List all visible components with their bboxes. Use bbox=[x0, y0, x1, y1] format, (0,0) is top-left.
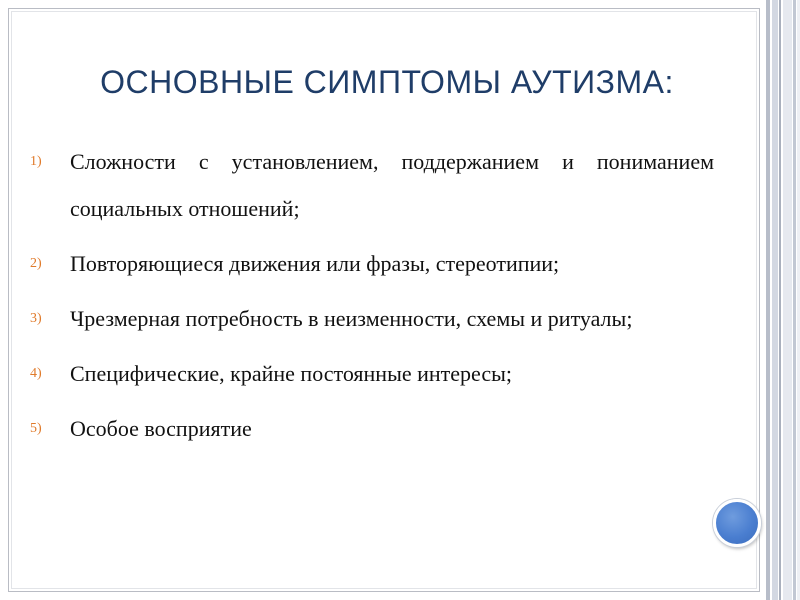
list-item bbox=[24, 350, 714, 397]
decorative-stripe bbox=[783, 0, 792, 600]
decorative-stripe bbox=[766, 0, 770, 600]
slide-title: ОСНОВНЫЕ СИМПТОМЫ АУТИЗМА: bbox=[100, 64, 674, 100]
list-item bbox=[24, 138, 714, 232]
list-number: 1) bbox=[30, 154, 42, 169]
decorative-circle-icon bbox=[713, 499, 761, 547]
decorative-stripe bbox=[793, 0, 796, 600]
list-item bbox=[24, 295, 714, 342]
list-item bbox=[24, 405, 714, 452]
list-number: 5) bbox=[30, 421, 42, 436]
decorative-stripe bbox=[779, 0, 781, 600]
symptom-list bbox=[24, 138, 714, 460]
list-item-text: Сложности с установлением, поддержанием и пониманием социальных отношений; bbox=[70, 149, 714, 221]
list-number: 4) bbox=[30, 366, 42, 381]
list-item-text: Особое восприятие bbox=[70, 416, 252, 441]
list-item-text: Повторяющиеся движения или фразы, стереотипии; bbox=[70, 251, 560, 276]
list-item bbox=[24, 240, 714, 287]
list-item-text: Чрезмерная потребность в неизменности, схемы и ритуалы; bbox=[70, 306, 633, 331]
list-item-text: Специфические, крайне постоянные интересы; bbox=[70, 361, 513, 386]
list-number: 2) bbox=[30, 256, 42, 271]
decorative-stripe bbox=[772, 0, 778, 600]
list-number: 3) bbox=[30, 311, 42, 326]
